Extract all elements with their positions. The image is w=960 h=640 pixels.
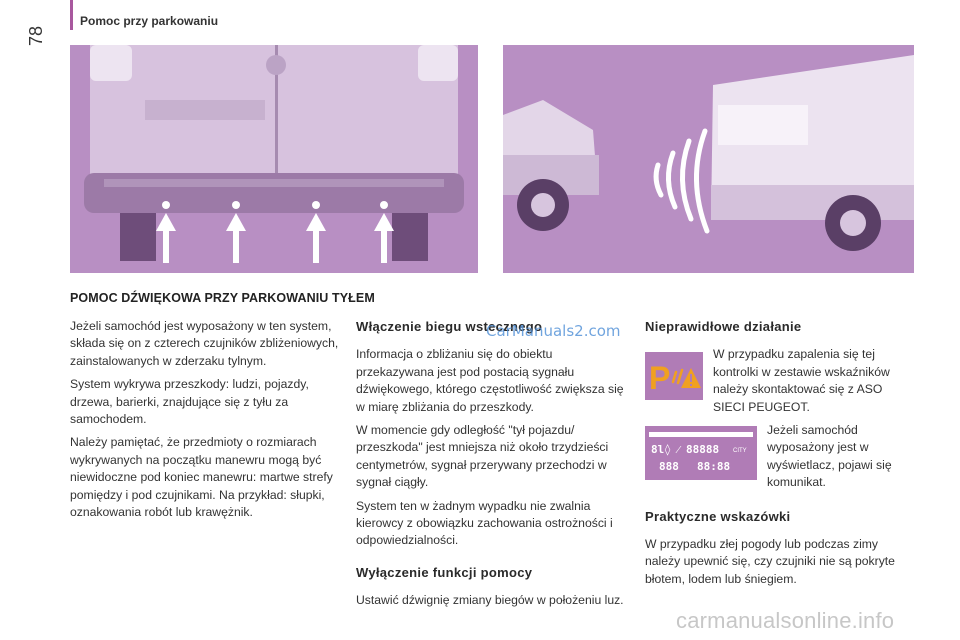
column-malfunction — [645, 318, 915, 594]
disable-paragraph: Ustawić dźwignię zmiany biegów w położeniu luz. — [356, 593, 624, 608]
page-number: 78 — [26, 25, 46, 46]
accent-bar — [70, 0, 73, 30]
intro-paragraph: Jeżeli samochód jest wyposażony w ten system, składa się on z czterech czujników zbliżeniowych, zainstalowanych w zderzaku tylnym. — [70, 319, 339, 368]
column-intro — [70, 318, 342, 527]
section-header: Pomoc przy parkowaniu — [80, 14, 219, 28]
svg-text:P: P — [649, 360, 671, 397]
column-operation — [356, 318, 631, 616]
main-title: POMOC DŹWIĘKOWA PRZY PARKOWANIU TYŁEM — [70, 291, 375, 305]
rear-sensors-illustration — [70, 45, 478, 273]
warning-text: W przypadku zapalenia się tej kontrolki w zestawie wskaźników należy skontaktować się z ASO SIECI PEUGEOT. — [713, 347, 890, 414]
intro-paragraph: Należy pamiętać, że przedmioty o rozmiarach wykrywanych na początku manewru mogą być niewidoczne pod koniec manewru: martwe strefy pomiędzy i pod czujnikami. Na przykład: słupki, oznakowania robót lub krawężnik. — [70, 435, 333, 520]
multifunction-display-icon — [645, 426, 757, 480]
reverse-gear-heading: Włączenie biegu wstecznego — [356, 319, 543, 334]
practical-tips-heading: Praktyczne wskazówki — [645, 508, 791, 524]
svg-text:888: 888 — [659, 460, 679, 474]
sound-waves-illustration — [503, 45, 914, 273]
malfunction-heading: Nieprawidłowe działanie — [645, 319, 802, 334]
svg-text:8l◊ ⁄ 88888: 8l◊ ⁄ 88888 — [651, 443, 720, 457]
operation-paragraph: W momencie gdy odległość "tył pojazdu/ przeszkoda" jest mniejsza niż około trzydzieści centymetrów, sygnał przerywany przechodzi w sygnał ciągły. — [356, 423, 609, 490]
display-city-label: CITY — [733, 448, 747, 455]
watermark-carmanualsonline: carmanualsonline.info — [676, 608, 895, 633]
intro-paragraph: System wykrywa przeszkody: ludzi, pojazdy, drzewa, barierki, znajdujące się z tyłu za samochodem. — [70, 377, 309, 427]
watermark-carmanuals2: CarManuals2.com — [486, 322, 621, 340]
svg-text:88:88: 88:88 — [697, 460, 731, 474]
parking-sensor-warning-icon — [645, 352, 703, 400]
display-row — [645, 422, 915, 492]
warning-row — [645, 346, 915, 416]
display-icon-box — [645, 422, 757, 492]
warning-icon-box — [645, 346, 703, 416]
disable-function-heading: Wyłączenie funkcji pomocy — [356, 564, 533, 580]
operation-paragraph: System ten w żadnym wypadku nie zwalnia kierowcy z obowiązku zachowania ostrożności i odpowiedzialności. — [356, 498, 613, 548]
operation-paragraph: Informacja o zbliżaniu się do obiektu przekazywana jest pod postacią sygnału dźwiękowego, którego częstotliwość zwiększa się w miarę zbliżania do przeszkody. — [356, 347, 624, 414]
display-text: Jeżeli samochód wyposażony jest w wyświetlacz, pojawi się komunikat. — [767, 423, 892, 490]
tips-paragraph: W przypadku złej pogody lub podczas zimy należy upewnić się, czy czujniki nie są pokryte błotem, lodem lub śniegiem. — [645, 537, 895, 586]
